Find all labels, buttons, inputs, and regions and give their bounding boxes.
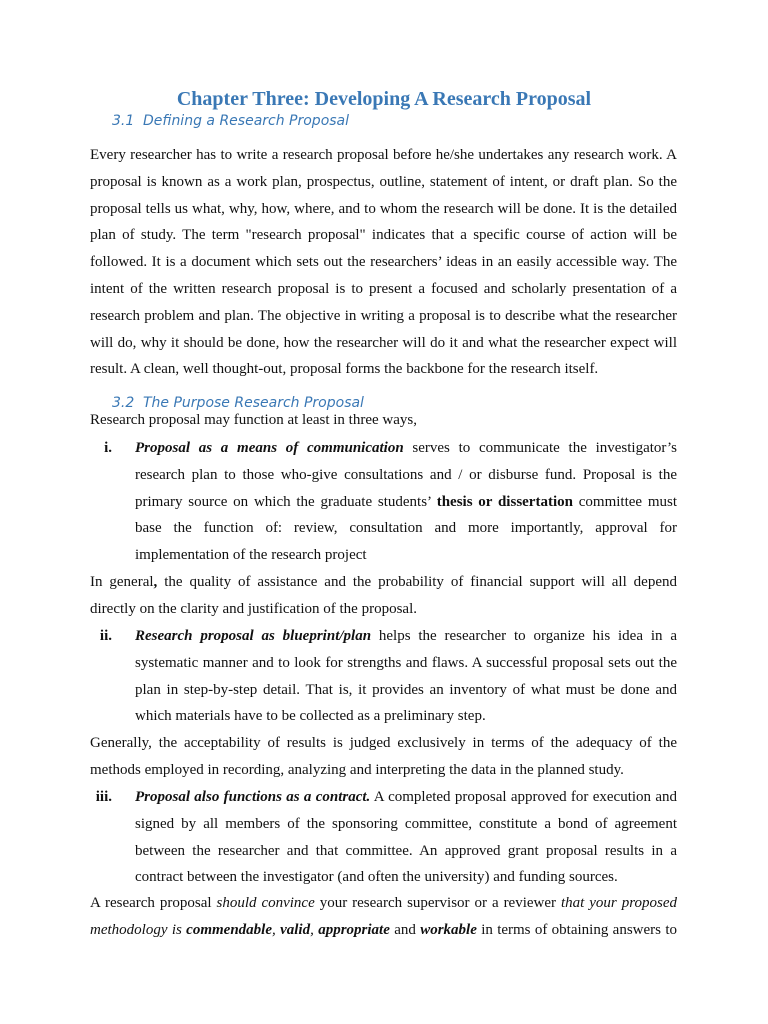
ways-intro-paragraph: Research proposal may function at least in three ways, bbox=[90, 412, 417, 428]
final-bold-italic: commendable bbox=[186, 921, 272, 938]
item-bold-phrase: thesis or dissertation bbox=[436, 493, 573, 510]
final-text: your research supervisor or a reviewer bbox=[314, 895, 561, 911]
final-italic: , bbox=[272, 921, 281, 938]
final-bold-italic: workable bbox=[420, 921, 477, 938]
chapter-title: Chapter Three: Developing A Research Proposal bbox=[176, 88, 592, 110]
final-text: in terms of obtaining answers to bbox=[476, 921, 678, 938]
section-number: 3.1 bbox=[112, 113, 135, 129]
item-text: serves to communicate the investigator’s research plan to those who-give consultations and / or disburse fund. Proposal is the primary source on which the graduate students’ bbox=[135, 440, 677, 510]
list-item-body bbox=[135, 784, 677, 891]
item-lead: Research proposal as blueprint/plan bbox=[135, 628, 372, 644]
generally-paragraph: Generally, the acceptability of results is judged exclusively in terms of the adequacy of the methods employed in recording, analyzing and interpreting the data in the planned study. bbox=[90, 735, 677, 778]
list-marker: iii. bbox=[95, 789, 112, 805]
final-paragraph bbox=[90, 890, 677, 944]
list-marker: ii. bbox=[99, 628, 112, 644]
section-number: 3.2 bbox=[112, 395, 135, 411]
section-title: Defining a Research Proposal bbox=[143, 113, 350, 129]
item-text: committee must base the function of: review, consultation and more importantly, approval for implementation of the research project bbox=[135, 493, 677, 564]
list-item-body bbox=[135, 435, 677, 569]
general-comma: , bbox=[153, 574, 158, 590]
final-text: and bbox=[389, 921, 421, 938]
list-item-body bbox=[135, 623, 677, 730]
general-rest: the quality of assistance and the probability of financial support will all depend directly on the clarity and justification of the proposal. bbox=[90, 574, 677, 617]
item-text: helps the researcher to organize his idea in a systematic manner and to look for strengths and flaws. A successful proposal sets out the plan in step-by-step detail. That is, it provides an inventory of what must be done and which materials have to be collected as a preliminary step. bbox=[135, 628, 677, 725]
item-lead: Proposal also functions as a contract. bbox=[135, 789, 371, 805]
final-bold-italic: valid bbox=[280, 921, 311, 938]
general-start: In general bbox=[90, 574, 154, 590]
item-lead: Proposal as a means of communication bbox=[135, 440, 404, 456]
final-italic: should convince bbox=[216, 895, 315, 911]
final-italic: , bbox=[310, 921, 319, 938]
section-title: The Purpose Research Proposal bbox=[143, 395, 364, 411]
final-bold-italic: appropriate bbox=[318, 921, 390, 938]
intro-paragraph: Every researcher has to write a research proposal before he/she undertakes any research work. A proposal is known as a work plan, prospectus, outline, statement of intent, or draft plan. So the proposal tells us what, why, how, where, and to whom the research will be done. It is the detailed plan of study. The term "research proposal" indicates that a specific course of action will be followed. It is a document which sets out the researchers’ ideas in an easily accessible way. The intent of the written research proposal is to present a focused and scholarly presentation of a research problem and plan. The objective in writing a proposal is to describe what the researcher will do, why it should be done, how the researcher will do it and what the researcher expect will result. A clean, well thought-out, proposal forms the backbone for the research itself. bbox=[90, 147, 677, 378]
section-heading-3-1 bbox=[112, 113, 349, 129]
general-paragraph bbox=[90, 569, 677, 623]
item-text: A completed proposal approved for execution and signed by all members of the sponsoring committee, constitute a bond of agreement between the researcher and that committee. An approved grant proposal results in a contract between the investigator (and often the university) and funding sources. bbox=[135, 789, 677, 886]
final-italic: that your proposed methodology is bbox=[90, 895, 677, 938]
final-text: A research proposal bbox=[90, 895, 217, 911]
list-marker: i. bbox=[104, 440, 112, 456]
